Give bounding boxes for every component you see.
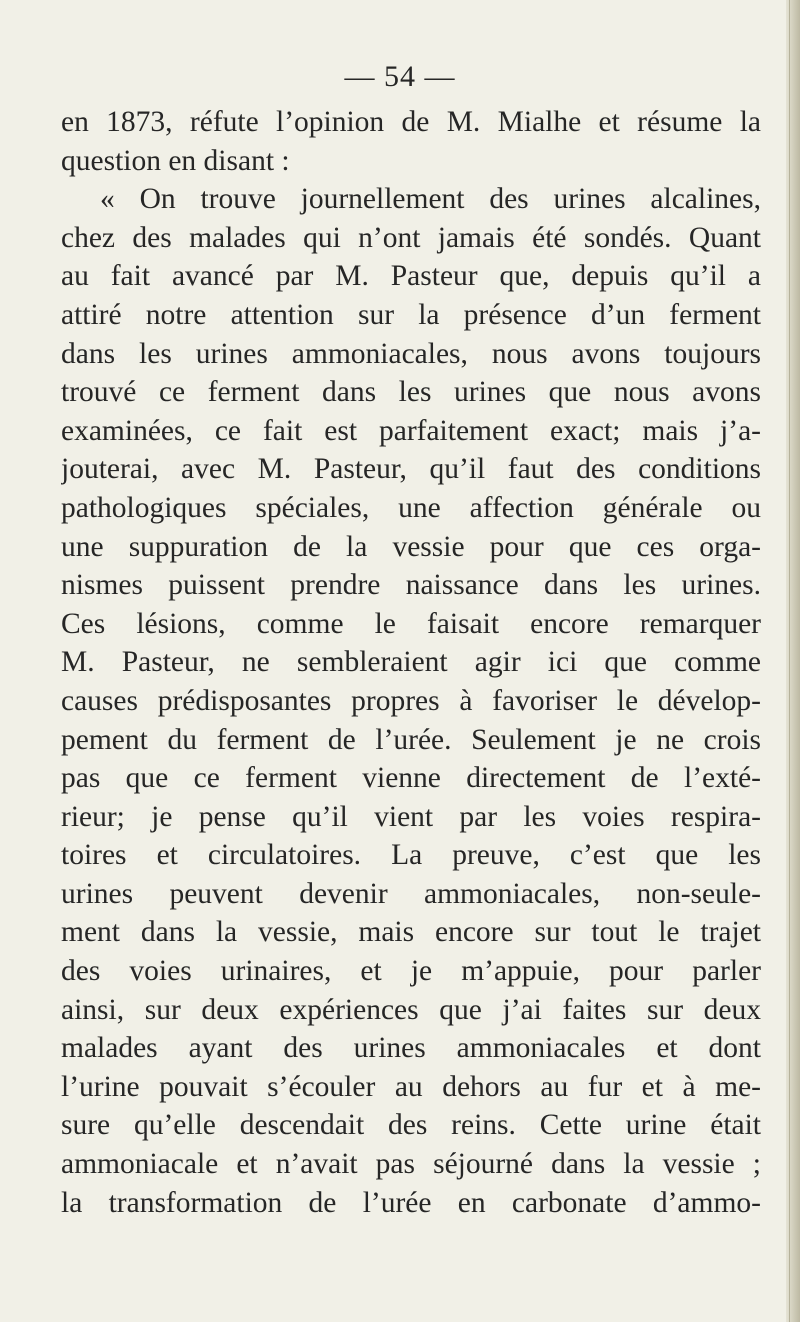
text-line: trouvé ce ferment dans les urines que nous avons (61, 376, 761, 409)
page-number: — 54 — (344, 60, 456, 93)
text-line: causes prédisposantes propres à favoriser le dévelop- (61, 684, 761, 717)
text-line: pas que ce ferment vienne directement de l’exté- (61, 762, 761, 795)
text-line: examinées, ce fait est parfaitement exact; mais j’a- (61, 414, 761, 447)
text-line: question en disant : (61, 144, 290, 177)
text-line: ment dans la vessie, mais encore sur tout le trajet (61, 916, 761, 949)
text-line: jouterai, avec M. Pasteur, qu’il faut des conditions (61, 453, 761, 486)
text-line: attiré notre attention sur la présence d’un ferment (61, 298, 761, 331)
text-line: pathologiques spéciales, une affection générale ou (61, 491, 761, 524)
text-line: une suppuration de la vessie pour que ces orga- (61, 530, 761, 563)
text-line: dans les urines ammoniacales, nous avons toujours (61, 337, 761, 370)
text-line: toires et circulatoires. La preuve, c’est que les (61, 839, 761, 872)
text-line: « On trouve journellement des urines alcalines, (100, 183, 761, 216)
text-line: des voies urinaires, et je m’appuie, pour parler (61, 955, 761, 988)
text-line: la transformation de l’urée en carbonate d’ammo- (61, 1186, 761, 1219)
text-line: Ces lésions, comme le faisait encore remarquer (61, 607, 761, 640)
text-line: rieur; je pense qu’il vient par les voies respira- (61, 800, 761, 833)
text-line: en 1873, réfute l’opinion de M. Mialhe et résume la (61, 106, 761, 138)
body-text (61, 103, 761, 1222)
page-edge-line (789, 0, 790, 1322)
text-line: nismes puissent prendre naissance dans les urines. (61, 569, 761, 602)
text-line: pement du ferment de l’urée. Seulement je ne crois (61, 723, 761, 756)
text-line: malades ayant des urines ammoniacales et dont (61, 1032, 761, 1065)
text-line: sure qu’elle descendait des reins. Cette urine était (61, 1109, 761, 1142)
text-line: urines peuvent devenir ammoniacales, non-seule- (61, 877, 761, 910)
text-line: au fait avancé par M. Pasteur que, depuis qu’il a (61, 260, 761, 293)
text-line: chez des malades qui n’ont jamais été sondés. Quant (61, 221, 761, 254)
text-line: l’urine pouvait s’écouler au dehors au fur et à me- (61, 1070, 761, 1103)
text-line: ainsi, sur deux expériences que j’ai faites sur deux (61, 993, 761, 1026)
text-line: ammoniacale et n’avait pas séjourné dans la vessie ; (61, 1148, 761, 1181)
text-line: M. Pasteur, ne sembleraient agir ici que comme (61, 646, 761, 679)
